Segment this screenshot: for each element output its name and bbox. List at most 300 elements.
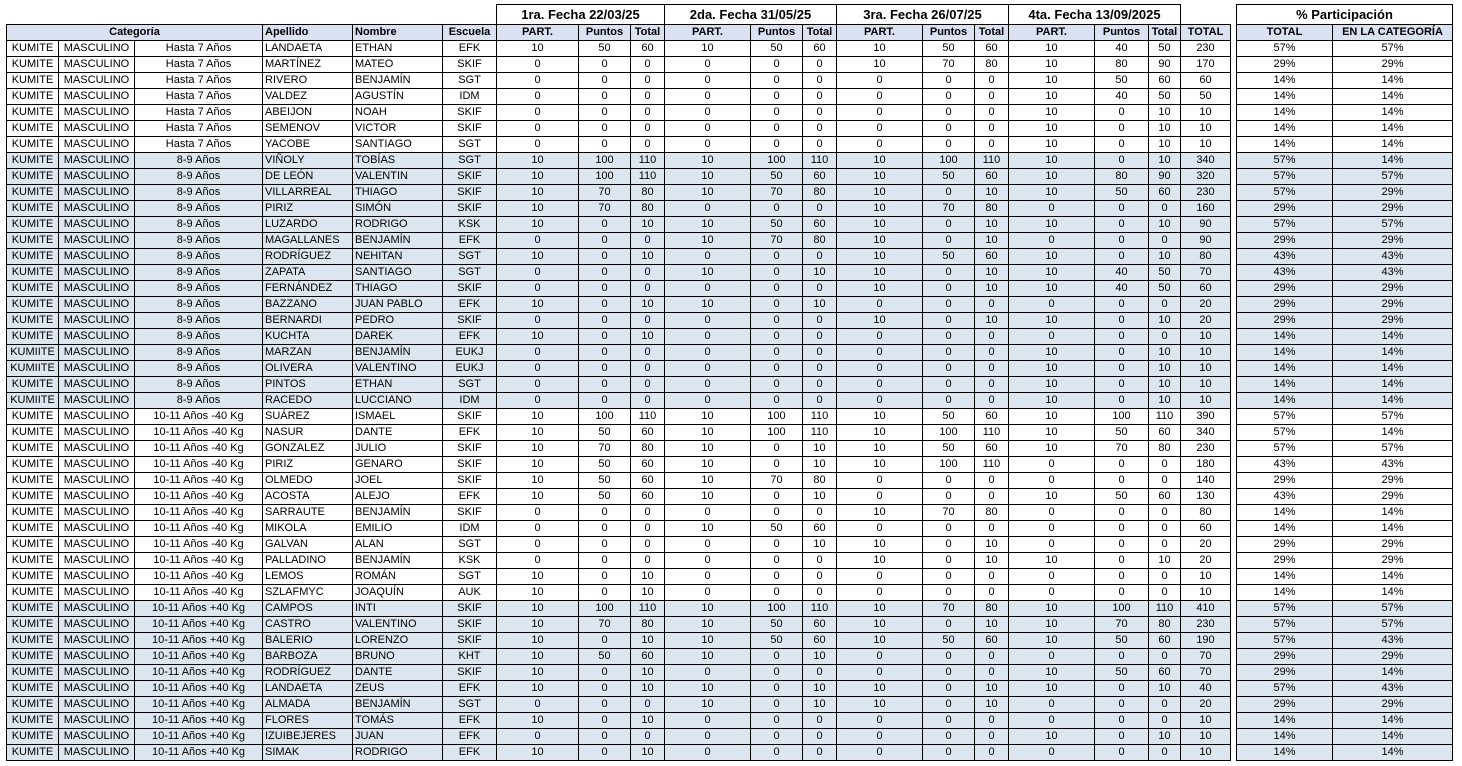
category-cell: 10-11 Años +40 Kg — [135, 665, 263, 681]
part-4-cell: 10 — [1009, 249, 1095, 265]
pct-category-cell: 14% — [1333, 153, 1453, 169]
points-1-cell: 50 — [579, 457, 631, 473]
gender-cell: MASCULINO — [59, 201, 135, 217]
col-header-total-3: Total — [975, 25, 1009, 41]
pct-category-cell: 43% — [1333, 457, 1453, 473]
school-cell: KSK — [443, 553, 497, 569]
points-2-cell: 0 — [751, 281, 803, 297]
total-4-cell: 80 — [1149, 617, 1181, 633]
col-header-pct-total: TOTAL — [1237, 25, 1333, 41]
total-4-cell: 60 — [1149, 425, 1181, 441]
points-3-cell: 70 — [923, 601, 975, 617]
points-2-cell: 0 — [751, 457, 803, 473]
part-1-cell: 0 — [497, 73, 579, 89]
surname-cell: GALVAN — [263, 537, 353, 553]
points-3-cell: 0 — [923, 617, 975, 633]
pct-total-cell: 14% — [1237, 713, 1333, 729]
total-2-cell: 0 — [803, 313, 837, 329]
col-header-part-3: PART. — [837, 25, 923, 41]
part-2-cell: 10 — [665, 217, 751, 233]
part-2-cell: 0 — [665, 745, 751, 761]
gender-cell: MASCULINO — [59, 409, 135, 425]
points-4-cell: 0 — [1095, 521, 1149, 537]
category-cell: 10-11 Años +40 Kg — [135, 729, 263, 745]
category-cell: 8-9 Años — [135, 185, 263, 201]
col-header-escuela: Escuela — [443, 25, 497, 41]
col-header-puntos-4: Puntos — [1095, 25, 1149, 41]
total-3-cell: 0 — [975, 585, 1009, 601]
total-1-cell: 110 — [631, 153, 665, 169]
points-3-cell: 0 — [923, 105, 975, 121]
school-cell: SKIF — [443, 633, 497, 649]
points-1-cell: 0 — [579, 713, 631, 729]
part-3-cell: 10 — [837, 41, 923, 57]
gender-cell: MASCULINO — [59, 537, 135, 553]
points-4-cell: 0 — [1095, 137, 1149, 153]
total-4-cell: 0 — [1149, 537, 1181, 553]
part-3-cell: 0 — [837, 137, 923, 153]
category-cell: 10-11 Años -40 Kg — [135, 441, 263, 457]
total-1-cell: 0 — [631, 105, 665, 121]
grand-total-cell: 60 — [1181, 281, 1231, 297]
total-4-cell: 10 — [1149, 105, 1181, 121]
table-row — [7, 457, 1453, 473]
grand-total-cell: 10 — [1181, 377, 1231, 393]
surname-cell: DE LEÓN — [263, 169, 353, 185]
table-row — [7, 665, 1453, 681]
pct-total-cell: 29% — [1237, 553, 1333, 569]
pct-category-cell: 57% — [1333, 601, 1453, 617]
first-name-cell: VALENTIN — [353, 169, 443, 185]
first-name-cell: NEHITAN — [353, 249, 443, 265]
points-3-cell: 0 — [923, 345, 975, 361]
gender-cell: MASCULINO — [59, 393, 135, 409]
part-4-cell: 10 — [1009, 489, 1095, 505]
grand-total-cell: 230 — [1181, 41, 1231, 57]
grand-total-cell: 10 — [1181, 569, 1231, 585]
total-1-cell: 60 — [631, 425, 665, 441]
category-cell: 8-9 Años — [135, 297, 263, 313]
part-4-cell: 10 — [1009, 169, 1095, 185]
category-cell: 10-11 Años +40 Kg — [135, 713, 263, 729]
gender-cell: MASCULINO — [59, 473, 135, 489]
total-1-cell: 110 — [631, 601, 665, 617]
points-2-cell: 100 — [751, 409, 803, 425]
total-3-cell: 0 — [975, 745, 1009, 761]
points-2-cell: 0 — [751, 665, 803, 681]
pct-total-cell: 14% — [1237, 89, 1333, 105]
gender-cell: MASCULINO — [59, 329, 135, 345]
grand-total-cell: 80 — [1181, 249, 1231, 265]
col-header-total-1: Total — [631, 25, 665, 41]
points-1-cell: 0 — [579, 377, 631, 393]
part-3-cell: 0 — [837, 713, 923, 729]
total-1-cell: 0 — [631, 313, 665, 329]
first-name-cell: NOAH — [353, 105, 443, 121]
gender-cell: MASCULINO — [59, 729, 135, 745]
pct-category-cell: 14% — [1333, 89, 1453, 105]
total-1-cell: 0 — [631, 57, 665, 73]
table-row — [7, 697, 1453, 713]
surname-cell: GONZALEZ — [263, 441, 353, 457]
points-2-cell: 50 — [751, 217, 803, 233]
first-name-cell: ETHAN — [353, 377, 443, 393]
gender-cell: MASCULINO — [59, 57, 135, 73]
total-2-cell: 10 — [803, 489, 837, 505]
surname-cell: FERNÁNDEZ — [263, 281, 353, 297]
pct-total-cell: 29% — [1237, 313, 1333, 329]
total-2-cell: 60 — [803, 617, 837, 633]
school-cell: EFK — [443, 745, 497, 761]
pct-category-cell: 43% — [1333, 265, 1453, 281]
total-3-cell: 0 — [975, 137, 1009, 153]
total-3-cell: 0 — [975, 121, 1009, 137]
grand-total-cell: 80 — [1181, 505, 1231, 521]
total-2-cell: 0 — [803, 377, 837, 393]
table-row — [7, 249, 1453, 265]
points-2-cell: 0 — [751, 505, 803, 521]
grand-total-cell: 60 — [1181, 521, 1231, 537]
total-1-cell: 10 — [631, 745, 665, 761]
total-3-cell: 0 — [975, 361, 1009, 377]
modality-cell: KUMITE — [7, 313, 59, 329]
points-3-cell: 50 — [923, 633, 975, 649]
table-row — [7, 57, 1453, 73]
pct-category-cell: 43% — [1333, 681, 1453, 697]
category-cell: 10-11 Años -40 Kg — [135, 425, 263, 441]
part-4-cell: 10 — [1009, 185, 1095, 201]
category-cell: Hasta 7 Años — [135, 73, 263, 89]
total-3-cell: 10 — [975, 537, 1009, 553]
table-row — [7, 537, 1453, 553]
pct-total-cell: 57% — [1237, 441, 1333, 457]
first-name-cell: THIAGO — [353, 185, 443, 201]
points-4-cell: 0 — [1095, 697, 1149, 713]
school-cell: EUKJ — [443, 361, 497, 377]
points-2-cell: 0 — [751, 249, 803, 265]
total-3-cell: 0 — [975, 665, 1009, 681]
total-1-cell: 0 — [631, 553, 665, 569]
pct-category-cell: 57% — [1333, 409, 1453, 425]
total-4-cell: 80 — [1149, 441, 1181, 457]
points-1-cell: 0 — [579, 265, 631, 281]
surname-cell: SEMENOV — [263, 121, 353, 137]
total-3-cell: 60 — [975, 169, 1009, 185]
total-3-cell: 0 — [975, 89, 1009, 105]
table-row — [7, 505, 1453, 521]
total-4-cell: 110 — [1149, 409, 1181, 425]
total-2-cell: 80 — [803, 473, 837, 489]
part-2-cell: 0 — [665, 249, 751, 265]
category-cell: 10-11 Años -40 Kg — [135, 457, 263, 473]
surname-cell: MARTÍNEZ — [263, 57, 353, 73]
grand-total-cell: 140 — [1181, 473, 1231, 489]
part-2-cell: 10 — [665, 185, 751, 201]
part-1-cell: 10 — [497, 153, 579, 169]
total-2-cell: 80 — [803, 185, 837, 201]
modality-cell: KUMITE — [7, 217, 59, 233]
points-4-cell: 0 — [1095, 233, 1149, 249]
part-4-cell: 0 — [1009, 329, 1095, 345]
pct-total-cell: 29% — [1237, 665, 1333, 681]
grand-total-cell: 10 — [1181, 393, 1231, 409]
school-cell: SGT — [443, 249, 497, 265]
total-2-cell: 110 — [803, 409, 837, 425]
gender-cell: MASCULINO — [59, 633, 135, 649]
total-1-cell: 60 — [631, 489, 665, 505]
total-1-cell: 0 — [631, 361, 665, 377]
points-4-cell: 0 — [1095, 345, 1149, 361]
part-2-cell: 10 — [665, 473, 751, 489]
pct-total-cell: 57% — [1237, 601, 1333, 617]
school-cell: SKIF — [443, 505, 497, 521]
total-4-cell: 10 — [1149, 681, 1181, 697]
pct-total-cell: 29% — [1237, 281, 1333, 297]
total-1-cell: 0 — [631, 393, 665, 409]
table-row — [7, 73, 1453, 89]
points-1-cell: 0 — [579, 681, 631, 697]
points-3-cell: 0 — [923, 585, 975, 601]
points-1-cell: 100 — [579, 409, 631, 425]
first-name-cell: BRUNO — [353, 649, 443, 665]
total-4-cell: 0 — [1149, 697, 1181, 713]
total-2-cell: 0 — [803, 569, 837, 585]
part-4-cell: 10 — [1009, 345, 1095, 361]
part-2-cell: 0 — [665, 313, 751, 329]
pct-category-cell: 14% — [1333, 713, 1453, 729]
total-4-cell: 110 — [1149, 601, 1181, 617]
category-cell: 10-11 Años +40 Kg — [135, 601, 263, 617]
points-1-cell: 50 — [579, 473, 631, 489]
points-4-cell: 40 — [1095, 41, 1149, 57]
school-cell: SKIF — [443, 201, 497, 217]
table-row — [7, 553, 1453, 569]
grand-total-cell: 10 — [1181, 713, 1231, 729]
total-4-cell: 60 — [1149, 665, 1181, 681]
points-2-cell: 50 — [751, 633, 803, 649]
surname-cell: VILLARREAL — [263, 185, 353, 201]
part-4-cell: 10 — [1009, 57, 1095, 73]
points-1-cell: 50 — [579, 425, 631, 441]
total-4-cell: 90 — [1149, 57, 1181, 73]
total-1-cell: 80 — [631, 617, 665, 633]
total-3-cell: 10 — [975, 553, 1009, 569]
pct-category-cell: 14% — [1333, 105, 1453, 121]
points-3-cell: 0 — [923, 281, 975, 297]
part-1-cell: 10 — [497, 681, 579, 697]
first-name-cell: JUAN PABLO — [353, 297, 443, 313]
pct-total-cell: 14% — [1237, 329, 1333, 345]
grand-total-cell: 10 — [1181, 361, 1231, 377]
pct-category-cell: 29% — [1333, 281, 1453, 297]
points-1-cell: 0 — [579, 105, 631, 121]
col-header-grand-total: TOTAL — [1181, 25, 1231, 41]
points-4-cell: 0 — [1095, 457, 1149, 473]
part-3-cell: 0 — [837, 89, 923, 105]
total-4-cell: 10 — [1149, 377, 1181, 393]
points-2-cell: 0 — [751, 729, 803, 745]
grand-total-cell: 230 — [1181, 617, 1231, 633]
pct-category-cell: 14% — [1333, 729, 1453, 745]
total-4-cell: 0 — [1149, 713, 1181, 729]
grand-total-cell: 230 — [1181, 441, 1231, 457]
total-3-cell: 0 — [975, 649, 1009, 665]
total-2-cell: 0 — [803, 665, 837, 681]
part-1-cell: 0 — [497, 697, 579, 713]
total-4-cell: 0 — [1149, 521, 1181, 537]
school-cell: EFK — [443, 489, 497, 505]
blank-cell — [1181, 5, 1231, 25]
total-4-cell: 10 — [1149, 393, 1181, 409]
grand-total-cell: 410 — [1181, 601, 1231, 617]
category-cell: Hasta 7 Años — [135, 89, 263, 105]
gender-cell: MASCULINO — [59, 745, 135, 761]
part-3-cell: 10 — [837, 697, 923, 713]
school-cell: SKIF — [443, 121, 497, 137]
grand-total-cell: 20 — [1181, 553, 1231, 569]
col-header-puntos-2: Puntos — [751, 25, 803, 41]
pct-total-cell: 14% — [1237, 105, 1333, 121]
pct-category-cell: 14% — [1333, 361, 1453, 377]
points-2-cell: 0 — [751, 649, 803, 665]
col-header-pct-category: EN LA CATEGORÍA — [1333, 25, 1453, 41]
part-2-cell: 10 — [665, 425, 751, 441]
school-cell: SKIF — [443, 409, 497, 425]
part-1-cell: 10 — [497, 649, 579, 665]
part-2-cell: 10 — [665, 489, 751, 505]
category-cell: 8-9 Años — [135, 201, 263, 217]
school-cell: SGT — [443, 537, 497, 553]
category-cell: 10-11 Años -40 Kg — [135, 585, 263, 601]
modality-cell: KUMIITE — [7, 361, 59, 377]
table-row — [7, 361, 1453, 377]
part-3-cell: 10 — [837, 281, 923, 297]
gender-cell: MASCULINO — [59, 665, 135, 681]
total-4-cell: 0 — [1149, 745, 1181, 761]
part-2-cell: 10 — [665, 649, 751, 665]
table-row — [7, 265, 1453, 281]
total-3-cell: 0 — [975, 713, 1009, 729]
surname-cell: MARZAN — [263, 345, 353, 361]
points-1-cell: 70 — [579, 617, 631, 633]
points-2-cell: 50 — [751, 521, 803, 537]
part-4-cell: 10 — [1009, 137, 1095, 153]
surname-cell: ACOSTA — [263, 489, 353, 505]
total-4-cell: 10 — [1149, 137, 1181, 153]
first-name-cell: ALAN — [353, 537, 443, 553]
table-row — [7, 633, 1453, 649]
points-1-cell: 0 — [579, 345, 631, 361]
table-row — [7, 489, 1453, 505]
gender-cell: MASCULINO — [59, 553, 135, 569]
points-4-cell: 50 — [1095, 633, 1149, 649]
gender-cell: MASCULINO — [59, 713, 135, 729]
points-4-cell: 50 — [1095, 425, 1149, 441]
points-4-cell: 0 — [1095, 105, 1149, 121]
category-cell: 10-11 Años -40 Kg — [135, 505, 263, 521]
points-1-cell: 0 — [579, 329, 631, 345]
grand-total-cell: 90 — [1181, 217, 1231, 233]
table-row — [7, 681, 1453, 697]
category-cell: 10-11 Años +40 Kg — [135, 681, 263, 697]
grand-total-cell: 20 — [1181, 313, 1231, 329]
part-4-cell: 10 — [1009, 265, 1095, 281]
total-4-cell: 0 — [1149, 649, 1181, 665]
part-1-cell: 10 — [497, 201, 579, 217]
part-2-cell: 10 — [665, 169, 751, 185]
pct-total-cell: 57% — [1237, 169, 1333, 185]
total-1-cell: 0 — [631, 697, 665, 713]
total-2-cell: 60 — [803, 169, 837, 185]
part-1-cell: 10 — [497, 665, 579, 681]
total-3-cell: 10 — [975, 617, 1009, 633]
part-4-cell: 10 — [1009, 377, 1095, 393]
category-cell: 10-11 Años -40 Kg — [135, 409, 263, 425]
points-1-cell: 100 — [579, 153, 631, 169]
total-2-cell: 0 — [803, 57, 837, 73]
modality-cell: KUMITE — [7, 89, 59, 105]
total-3-cell: 60 — [975, 249, 1009, 265]
part-2-cell: 0 — [665, 393, 751, 409]
pct-category-cell: 14% — [1333, 393, 1453, 409]
part-4-cell: 0 — [1009, 473, 1095, 489]
points-3-cell: 100 — [923, 457, 975, 473]
points-1-cell: 0 — [579, 73, 631, 89]
first-name-cell: BENJAMÍN — [353, 505, 443, 521]
pct-total-cell: 43% — [1237, 249, 1333, 265]
total-4-cell: 50 — [1149, 265, 1181, 281]
surname-cell: FLORES — [263, 713, 353, 729]
total-1-cell: 110 — [631, 169, 665, 185]
points-3-cell: 0 — [923, 713, 975, 729]
table-row — [7, 617, 1453, 633]
pct-category-cell: 14% — [1333, 585, 1453, 601]
surname-cell: SIMAK — [263, 745, 353, 761]
part-1-cell: 10 — [497, 425, 579, 441]
modality-cell: KUMITE — [7, 473, 59, 489]
total-3-cell: 0 — [975, 377, 1009, 393]
gender-cell: MASCULINO — [59, 601, 135, 617]
grand-total-cell: 20 — [1181, 697, 1231, 713]
first-name-cell: ISMAEL — [353, 409, 443, 425]
total-1-cell: 60 — [631, 649, 665, 665]
table-row — [7, 313, 1453, 329]
total-3-cell: 0 — [975, 489, 1009, 505]
pct-total-cell: 14% — [1237, 393, 1333, 409]
modality-cell: KUMITE — [7, 153, 59, 169]
part-1-cell: 10 — [497, 441, 579, 457]
category-cell: Hasta 7 Años — [135, 57, 263, 73]
part-1-cell: 10 — [497, 601, 579, 617]
first-name-cell: BENJAMÍN — [353, 697, 443, 713]
modality-cell: KUMITE — [7, 585, 59, 601]
points-4-cell: 80 — [1095, 57, 1149, 73]
points-3-cell: 0 — [923, 185, 975, 201]
total-3-cell: 10 — [975, 217, 1009, 233]
pct-category-cell: 14% — [1333, 569, 1453, 585]
school-cell: EFK — [443, 713, 497, 729]
part-3-cell: 0 — [837, 473, 923, 489]
part-4-cell: 0 — [1009, 569, 1095, 585]
part-1-cell: 10 — [497, 329, 579, 345]
points-4-cell: 50 — [1095, 185, 1149, 201]
total-1-cell: 10 — [631, 585, 665, 601]
points-2-cell: 0 — [751, 89, 803, 105]
part-4-cell: 0 — [1009, 233, 1095, 249]
modality-cell: KUMITE — [7, 57, 59, 73]
total-4-cell: 50 — [1149, 89, 1181, 105]
points-2-cell: 0 — [751, 121, 803, 137]
